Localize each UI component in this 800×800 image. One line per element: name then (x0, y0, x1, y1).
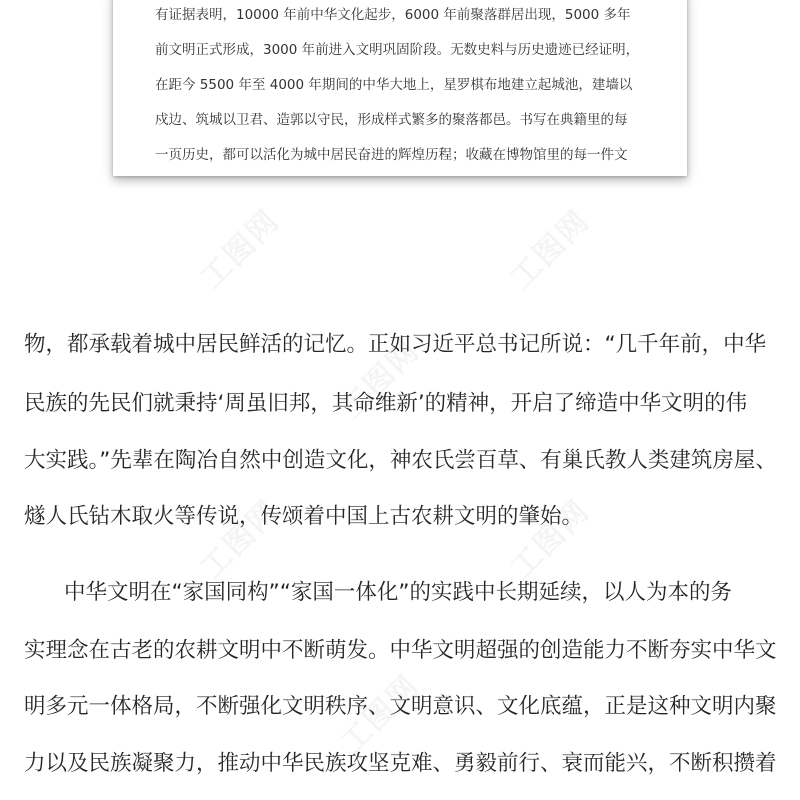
card-line: 一页历史，都可以活化为城中居民奋进的辉煌历程；收藏在博物馆里的每一件文 (155, 147, 628, 163)
paragraph-2-line: 实理念在古老的农耕文明中不断萌发。中华文明超强的创造能力不断夯实中华文 (24, 638, 777, 663)
card-line: 戍边、筑城以卫君、造郭以守民，形成样式繁多的聚落都邑。书写在典籍里的每 (155, 112, 628, 128)
card-line: 有证据表明，10000 年前中华文化起步，6000 年前聚落群居出现，5000 多年 (155, 7, 631, 23)
watermark: 工图网 (194, 493, 287, 586)
watermark: 工图网 (194, 203, 287, 296)
card-line: 在距今 5500 年至 4000 年期间的中华大地上，星罗棋布地建立起城池，建墙以 (155, 77, 633, 93)
watermark: 工图网 (504, 493, 597, 586)
paragraph-1-line: 物，都承载着城中居民鲜活的记忆。正如习近平总书记所说：“几千年前，中华 (24, 332, 767, 357)
excerpt-card (113, 0, 687, 176)
paragraph-1-line: 民族的先民们就秉持‘周虽旧邦，其命维新’的精神，开启了缔造中华文明的伟 (24, 391, 748, 416)
paragraph-2-line: 中华文明在“家国同构”“家国一体化”的实践中长期延续，以人为本的务 (64, 580, 733, 605)
paragraph-2-line: 力以及民族凝聚力，推动中华民族攻坚克难、勇毅前行、衰而能兴，不断积攒着 (24, 751, 777, 776)
paragraph-2-line: 明多元一体格局，不断强化文明秩序、文明意识、文化底蕴，正是这种文明内聚 (24, 694, 777, 719)
paragraph-1-line: 大实践。”先辈在陶冶自然中创造文化，神农氏尝百草、有巢氏教人类建筑房屋、 (24, 448, 777, 473)
watermark: 工图网 (334, 668, 427, 761)
watermark: 工图网 (504, 203, 597, 296)
watermark: 工图网 (334, 333, 427, 426)
card-line: 前文明正式形成，3000 年前进入文明巩固阶段。无数史料与历史遗迹已经证明， (155, 42, 640, 58)
paragraph-1-line: 燧人氏钻木取火等传说，传颂着中国上古农耕文明的肇始。 (24, 504, 584, 529)
